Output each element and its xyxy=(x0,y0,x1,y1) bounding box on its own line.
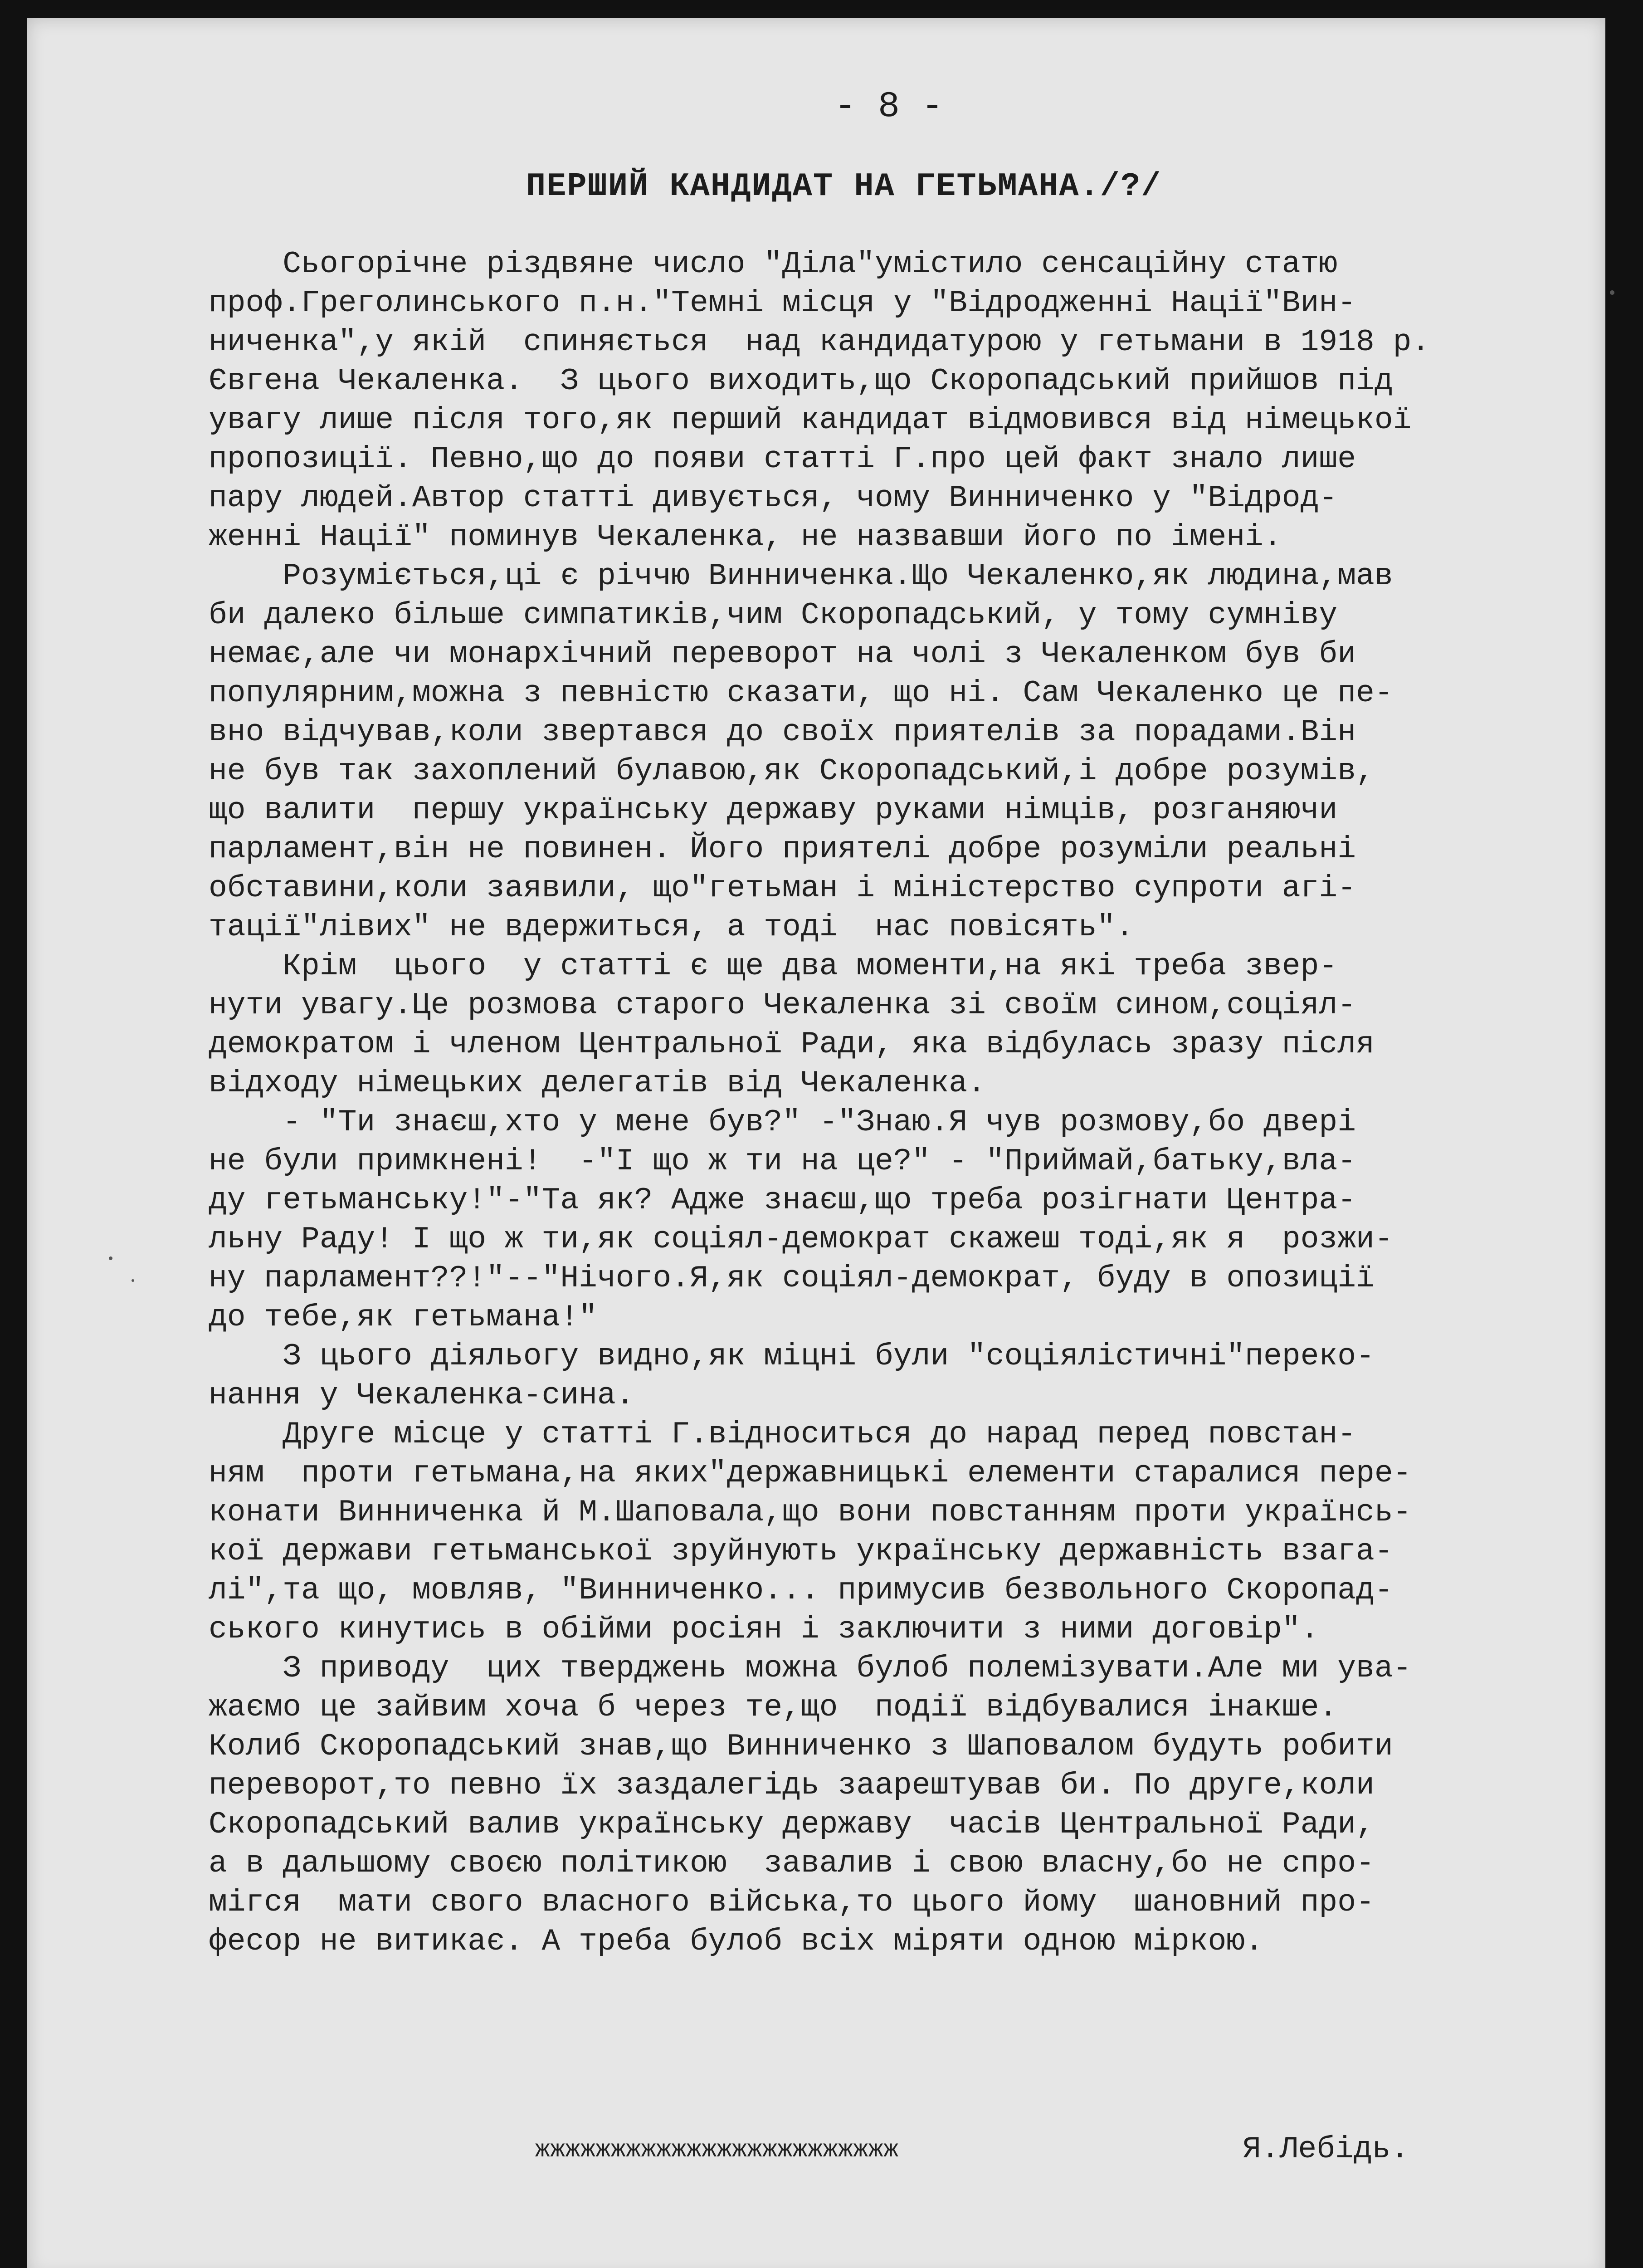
text-line: обставини,коли заявили, що"гетьман і міністерство супроти агі- xyxy=(209,871,1356,906)
text-line: нути увагу.Це розмова старого Чекаленка зі своїм сином,соціял- xyxy=(209,988,1356,1023)
text-line: пропозиції. Певно,що до появи статті Г.про цей факт знало лише xyxy=(209,442,1356,477)
scan-speck xyxy=(109,1256,112,1260)
article-footer xyxy=(535,2132,1623,2177)
text-line: проф.Грегoлинського п.н."Темні місця у "Відродженні Нації"Вин- xyxy=(209,286,1356,321)
text-line: Розуміється,ці є річчю Винниченка.Що Чекаленко,як людина,мав xyxy=(209,559,1393,594)
text-line: не були примкнені! -"І що ж ти на це?" - "Приймай,батьку,вла- xyxy=(209,1144,1356,1179)
author-signature: Я.Лебідь. xyxy=(1243,2132,1409,2167)
text-line: З приводу цих тверджень можна булоб полемізувати.Але ми ува- xyxy=(209,1651,1412,1686)
text-line: лі",та що, мовляв, "Винниченко... примусив безвольного Скоропад- xyxy=(209,1573,1393,1608)
text-line: Євгена Чекаленка. З цього виходить,що Скоропадський прийшов під xyxy=(209,364,1393,399)
text-line: що валити першу українську державу руками німців, розганяючи xyxy=(209,793,1338,828)
text-line: відходу німецьких делегатів від Чекаленка. xyxy=(209,1066,986,1101)
page-number: - 8 - xyxy=(834,86,944,127)
text-line: - "Ти знаєш,хто у мене був?" -"Знаю.Я чув розмову,бо двері xyxy=(209,1105,1356,1140)
scan-speck xyxy=(1610,290,1614,295)
article-body xyxy=(209,245,1642,1961)
text-line: вно відчував,коли звертався до своїх приятелів за порадами.Він xyxy=(209,715,1356,750)
text-line: ну парламент??!"--"Нічого.Я,як соціял-демократ, буду в опозиції xyxy=(209,1261,1375,1296)
scan-speck xyxy=(132,1279,134,1282)
text-line: тації"лівих" не вдержиться, а тоді нас повісять". xyxy=(209,910,1134,945)
text-line: ського кинутись в обійми росіян і заключити з ними договір". xyxy=(209,1612,1319,1647)
text-line: Друге місце у статті Г.відноситься до нарад перед повстан- xyxy=(209,1417,1356,1452)
document-page xyxy=(27,18,1605,2268)
article-title: ПЕРШИЙ КАНДИДАТ НА ГЕТЬМАНА./?/ xyxy=(526,168,1162,205)
text-line: женні Нації" поминув Чекаленка, не назвавши його по імені. xyxy=(209,520,1282,555)
text-line: а в дальшому своєю політикою завалив і свою власну,бо не спро- xyxy=(209,1846,1375,1881)
text-line: кої держави гетьманської зруйнують українську державність взага- xyxy=(209,1534,1393,1569)
text-line: не був так захоплений булавою,як Скоропадський,і добре розумів, xyxy=(209,754,1375,789)
text-line: переворот,то певно їх заздалегідь заарештував би. По друге,коли xyxy=(209,1768,1375,1803)
text-line: популярним,можна з певністю сказати, що ні. Сам Чекаленко це пе- xyxy=(209,676,1393,711)
text-line: льну Раду! І що ж ти,як соціял-демократ скажеш тоді,як я розжи- xyxy=(209,1222,1393,1257)
text-line: парламент,він не повинен. Його приятелі добре розуміли реальні xyxy=(209,832,1356,867)
text-line: З цього діяльогу видно,як міцні були "соціялістичні"переко- xyxy=(209,1339,1375,1374)
text-line: ду гетьманську!"-"Та як? Адже знаєш,що треба розігнати Центра- xyxy=(209,1183,1356,1218)
text-line: фесор не витикає. А треба булоб всіх міряти одною міркою. xyxy=(209,1924,1263,1959)
text-line: до тебе,як гетьмана!" xyxy=(209,1300,597,1335)
text-line: Сьогорічне різдвяне число "Діла"умістило сенсаційну статю xyxy=(209,247,1338,282)
text-line: увагу лише після того,як перший кандидат відмовився від німецької xyxy=(209,403,1412,438)
text-line: ням проти гетьмана,на яких"державницькі елементи старалися пере- xyxy=(209,1456,1412,1491)
text-line: конати Винниченка й М.Шаповала,що вони повстанням проти українсь- xyxy=(209,1495,1412,1530)
text-line: мігся мати свого власного війська,то цього йому шановний про- xyxy=(209,1885,1375,1920)
text-line: Крім цього у статті є ще два моменти,на які треба звер- xyxy=(209,949,1338,984)
text-line: демократом і членом Центральної Ради, яка відбулась зразу після xyxy=(209,1027,1375,1062)
text-line: нання у Чекаленка-сина. xyxy=(209,1378,634,1413)
text-line: ниченка",у якій спиняється над кандидатурою у гетьмани в 1918 р. xyxy=(209,325,1430,360)
text-line: немає,але чи монархічний переворот на чолі з Чекаленком був би xyxy=(209,637,1356,672)
text-line: Колиб Скоропадський знав,що Винничeнко з Шаповалом будуть робити xyxy=(209,1729,1393,1764)
text-line: жаємо це зайвим хоча б через те,що події відбувалися інакше. xyxy=(209,1690,1338,1725)
separator-line: жжжжжжжжжжжжжжжжжжжжжжжж xyxy=(535,2136,899,2164)
text-line: Скоропадський валив українську державу часів Центральної Ради, xyxy=(209,1807,1375,1842)
text-line: пару людей.Автор статті дивується, чому Винниченко у "Відрод- xyxy=(209,481,1338,516)
text-line: би далеко більше симпатиків,чим Скоропадський, у тому сумніву xyxy=(209,598,1338,633)
